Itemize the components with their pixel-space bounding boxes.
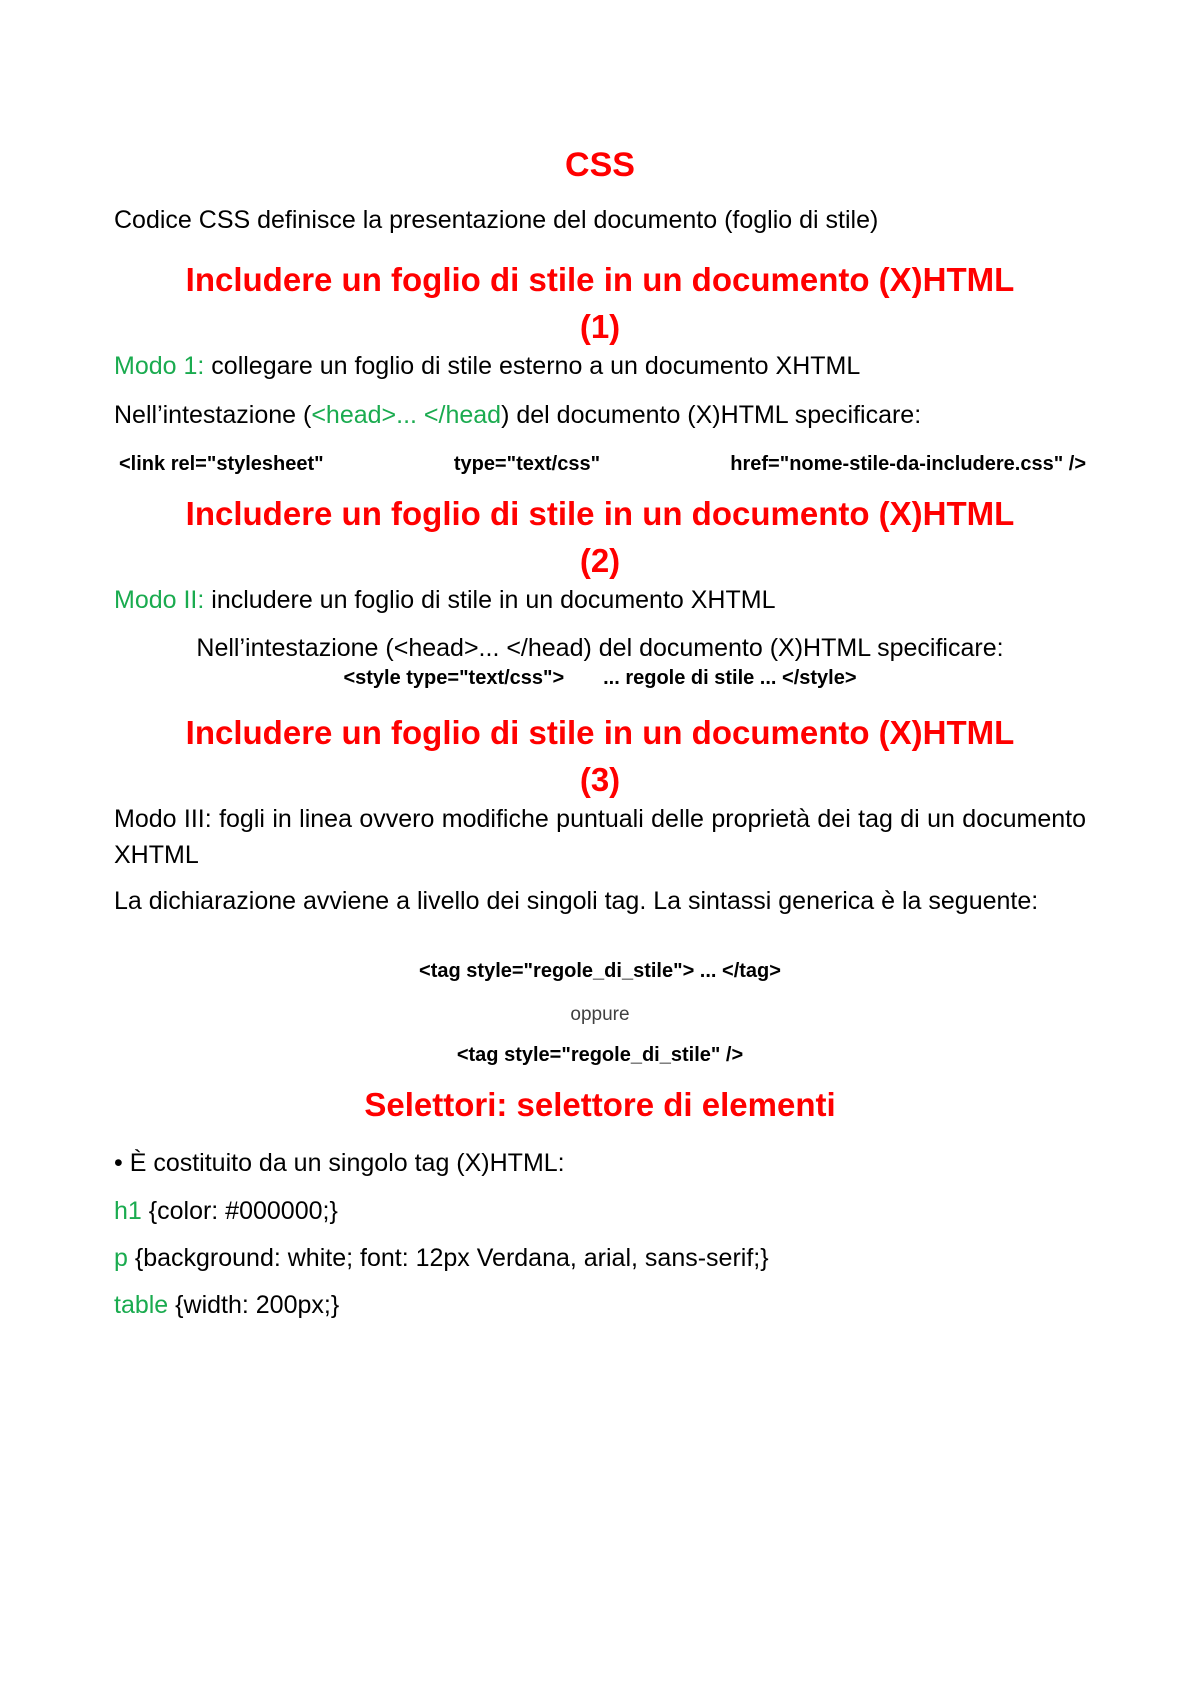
link-tag-code [114, 450, 1086, 478]
head-tag-text: <head>... </head [311, 401, 502, 429]
style-tag-code: <style type="text/css"> ... regole di stile ... </style> [343, 667, 857, 689]
oppure-text: oppure [570, 1004, 630, 1025]
section-2-mode [114, 582, 1086, 618]
section-1-heading [114, 256, 1086, 350]
section-2-heading-line1: Includere un foglio di stile in un documento (X)HTML [185, 495, 1015, 532]
css-rule-table [114, 1287, 1086, 1323]
css-rule-h1 [114, 1193, 1086, 1229]
section-3-heading [114, 709, 1086, 803]
selector-bullet: • È costituito da un singolo tag (X)HTML: [114, 1149, 565, 1177]
css-selector-table: table [114, 1291, 169, 1319]
section-3-heading-line2: (3) [579, 761, 621, 798]
intestazione-prefix: Nell’intestazione ( [114, 401, 312, 429]
css-rule-body-h1: {color: #000000;} [141, 1197, 338, 1225]
section-1-mode-label: Modo 1: [114, 352, 205, 380]
css-selector-h1: h1 [114, 1197, 142, 1225]
section-3-heading-line1: Includere un foglio di stile in un documento (X)HTML [185, 714, 1015, 751]
section-1-mode-text: collegare un foglio di stile esterno a un documento XHTML [204, 352, 861, 380]
inline-style-code-1: <tag style="regole_di_stile"> ... </tag> [419, 960, 781, 982]
inline-style-code-2: <tag style="regole_di_stile" /> [456, 1044, 744, 1066]
css-rule-body-p: {background: white; font: 12px Verdana, arial, sans-serif;} [127, 1244, 769, 1272]
intestazione-suffix: ) del documento (X)HTML specificare: [501, 401, 922, 429]
section-1-mode [114, 348, 1086, 384]
section-4-heading: Selettori: selettore di elementi [364, 1086, 836, 1123]
css-rule-body-table: {width: 200px;} [168, 1291, 340, 1319]
link-type-attr: type="text/css" [453, 453, 601, 475]
css-selector-p: p [114, 1244, 128, 1272]
section-1-heading-line2: (1) [579, 308, 621, 345]
section-2-mode-text: includere un foglio di stile in un documento XHTML [204, 586, 776, 614]
page-title: CSS [565, 146, 635, 184]
link-rel-attr: <link rel="stylesheet" [119, 453, 324, 475]
section-1-heading-line1: Includere un foglio di stile in un documento (X)HTML [185, 261, 1015, 298]
section-2-intestazione: Nell’intestazione (<head>... </head) del documento (X)HTML specificare: [196, 634, 1004, 662]
link-href-attr: href="nome-stile-da-includere.css" /> [730, 453, 1086, 475]
intro-paragraph: Codice CSS definisce la presentazione del documento (foglio di stile) [114, 206, 879, 234]
section-1-intestazione [114, 397, 1086, 433]
section-3-declaration: La dichiarazione avviene a livello dei singoli tag. La sintassi generica è la seguente: [114, 887, 1039, 915]
section-3-mode: Modo III: fogli in linea ovvero modifiche puntuali delle proprietà dei tag di un documento XHTML [114, 805, 1086, 869]
css-rule-p [114, 1240, 1086, 1276]
section-2-mode-label: Modo II: [114, 586, 205, 614]
section-2-heading [114, 490, 1086, 584]
section-2-heading-line2: (2) [579, 542, 621, 579]
